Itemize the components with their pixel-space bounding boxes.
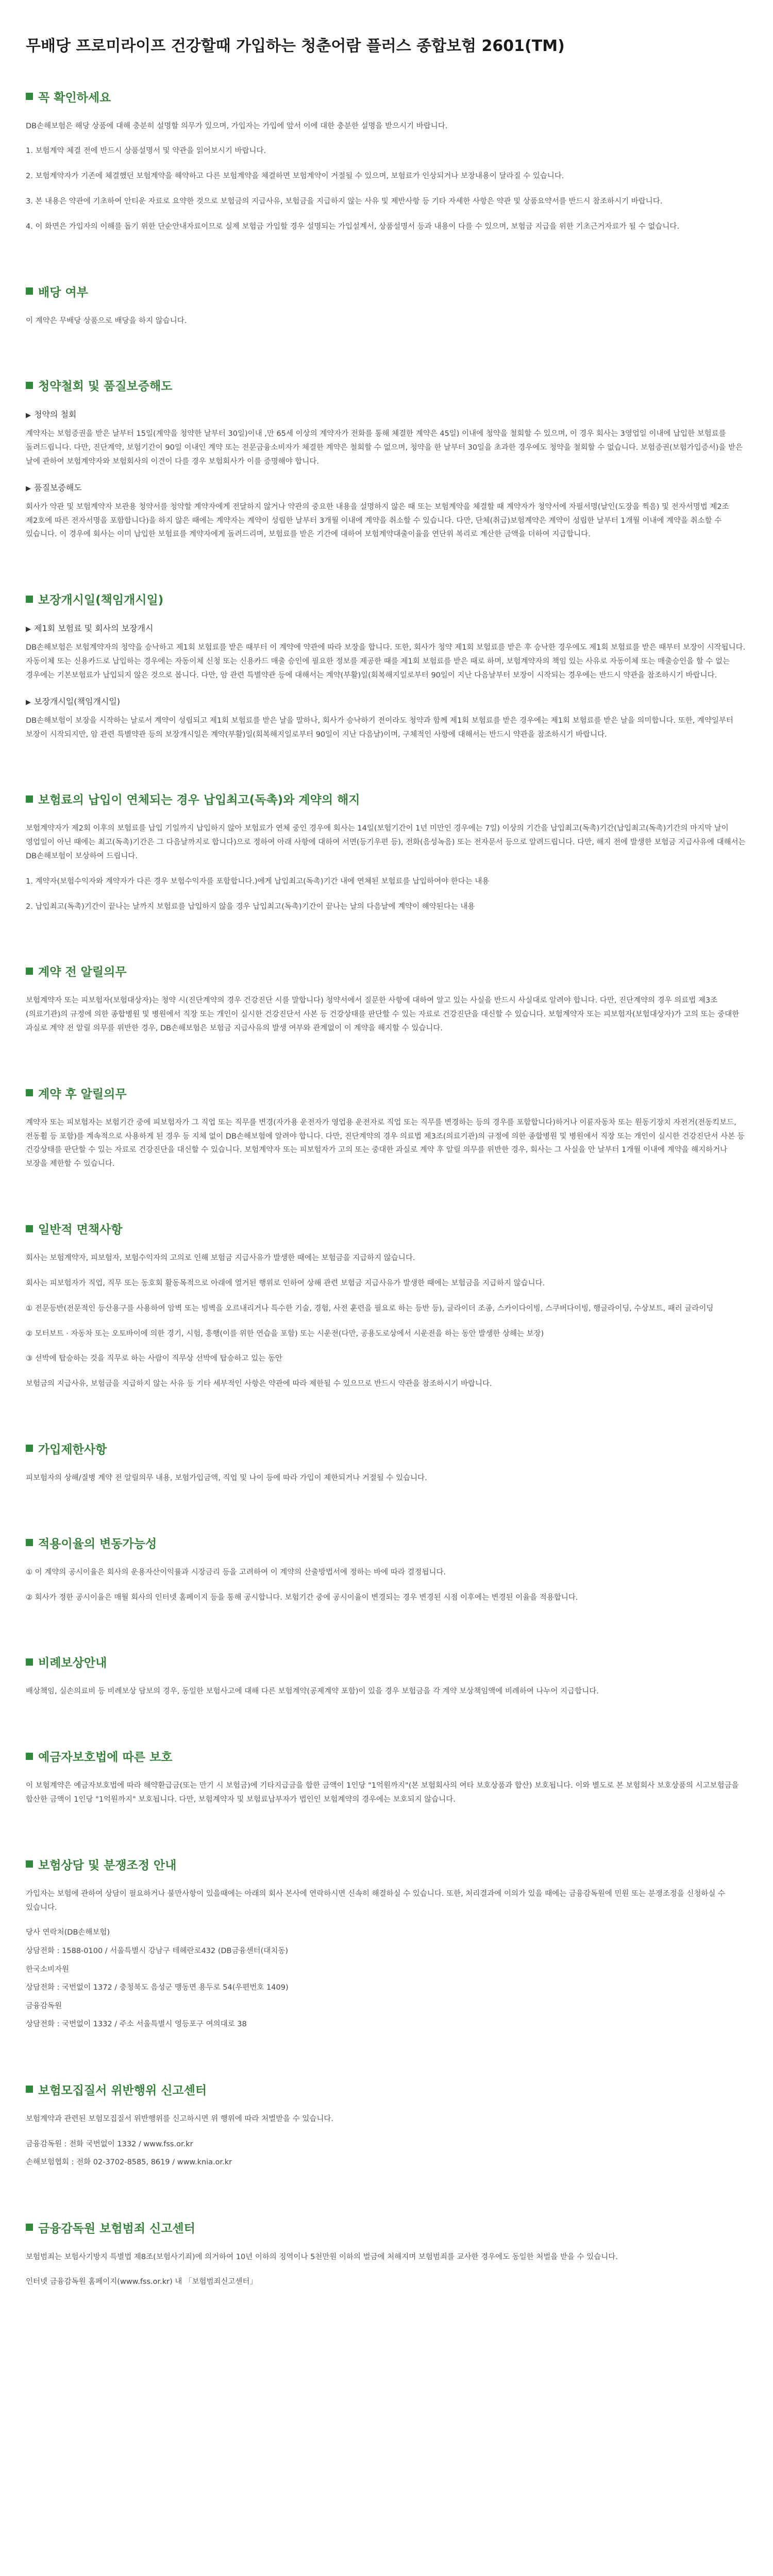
section-disclosure (26, 962, 747, 1035)
subheading-label: 품질보증해도 (34, 482, 82, 493)
section-fraud (26, 2081, 747, 2170)
paragraph: 이 계약은 무배당 상품으로 배당을 하지 않습니다. (26, 316, 187, 325)
paragraph: 회사는 피보험자가 직업, 직무 또는 동호회 활동목적으로 아래에 열거된 행위로 인하여 상해 관련 보험금 지급사유가 발생한 때에는 보험금을 지급하지 않습니다. (26, 1279, 545, 1287)
section-title: 보험상담 및 분쟁조정 안내 (38, 1858, 177, 1872)
section-check (26, 88, 747, 234)
contact-line: 상담전화 : 국번없이 1332 / 주소 서울특별시 영등포구 여의대로 38 (26, 2020, 247, 2029)
section-header (26, 790, 747, 807)
section-header (26, 88, 747, 105)
section-title: 적용이율의 변동가능성 (38, 1537, 157, 1551)
square-bullet-icon (26, 1753, 33, 1760)
list-item: ② 모터보트 · 자동차 또는 오토바이에 의한 경기, 시험, 흥행(이를 위한 연습을 포함) 또는 시운전(다만, 공용도로상에서 시운전을 하는 동안 발생한 상해는 보장) (26, 1329, 544, 1338)
section-title: 비례보상안내 (38, 1656, 107, 1670)
subheading (26, 695, 747, 707)
triangle-right-icon: ▶ (26, 698, 31, 706)
subheading-label: 청약의 철회 (34, 410, 77, 420)
square-bullet-icon (26, 1539, 33, 1546)
paragraph: 2. 보험계약자가 기존에 체결했던 보험계약을 해약하고 다른 보험계약을 체결하면 보험계약이 거절될 수 있으며, 보험료가 인상되거나 보장내용이 달라질 수 있습니다. (26, 172, 564, 181)
section-title: 예금자보호법에 따른 보호 (38, 1751, 173, 1765)
paragraph: 이 보험계약은 예금자보호법에 따라 해약환급금(또는 만기 시 보험금)에 기타지급금을 합한 금액이 1인당 "1억원까지"(본 보험회사의 여타 보호상품과 합산) 보호됩니다. 이와 별도로 본 보험회사 보호상품의 시고보험금을 합산한 금액이 1인당 "1억원까지" 보호됩니다. 다만, 보험계약자 및 보험료납부자가 법인인 보험계약의 경우에는 보호되지 않습니다. (26, 1782, 739, 1804)
section-withdraw (26, 377, 747, 541)
section-title: 가입제한사항 (38, 1443, 107, 1456)
paragraph: 1. 보험계약 체결 전에 반드시 상품설명서 및 약관을 읽어보시기 바랍니다. (26, 147, 266, 156)
section-header (26, 1440, 747, 1457)
paragraph: 피보험자의 상해/질병 계약 전 알릴의무 내용, 보험가입금액, 직업 및 나이 등에 따라 가입이 제한되거나 거절될 수 있습니다. (26, 1473, 427, 1482)
section-rates (26, 1534, 747, 1605)
section-header (26, 2219, 747, 2236)
section-header (26, 1856, 747, 1873)
list-item: 2. 납입최고(독촉)기간이 끝나는 날까지 보험료를 납입하지 않을 경우 납입최고(독촉)기간이 끝나는 날의 다음날에 계약이 해약된다는 내용 (26, 902, 475, 911)
square-bullet-icon (26, 1860, 33, 1868)
paragraph: 회사는 보험계약자, 피보험자, 보험수익자의 고의로 인해 보험금 지급사유가 발생한 때에는 보험금을 지급하지 않습니다. (26, 1254, 415, 1263)
section-header (26, 1534, 747, 1551)
contact-line: 상담전화 : 국번없이 1372 / 충청북도 음성군 맹동면 용두로 54(우편번호 1409) (26, 1984, 289, 1992)
subheading (26, 481, 747, 493)
paragraph: 회사가 약관 및 보험계약자 보관용 청약서를 청약할 계약자에게 전달하지 않거나 약관의 중요한 내용을 설명하지 않은 때 또는 보험계약을 체결할 때 계약자가 청약서에 자필서명(날인(도장을 찍음) 및 전자서명법 제2조 제2호에 따른 전자서명을 포함합니다)을 하지 않은 때에는 계약자는 계약이 성립한 날부터 3개월 이내에 계약을 취소할 수 있습니다. 다만, 단체(취급)보험계약은 계약이 성립한 날부터 1개월 이내에 계약을 취소할 수 있습니다. 이 경우에 회사는 이미 납입한 보험료를 계약자에게 돌려드리며, 보험료를 받은 기간에 대하여 보험계약대출이율을 연단위 복리로 계산한 금액을 더하여 지급합니다. (26, 502, 729, 539)
contact-line: 금융감독원 (26, 2002, 62, 2010)
square-bullet-icon (26, 382, 33, 389)
section-limit (26, 1440, 747, 1485)
paragraph: DB손해보험은 보험계약자의 청약을 승낙하고 제1회 보험료를 받은 때부터 이 계약에 약관에 따라 보장을 합니다. 또한, 회사가 청약 제1회 보험료를 받은 후 승낙한 경우에도 제1회 보험료를 받은 때부터 보장이 시작됩니다. 자동이체 또는 신용카드로 납입하는 경우에는 자동이체 신청 또는 신용카드 매출 승인에 필요한 정보를 제공한 때를 제1회 보험료를 받은 때로 하며, 보험계약자의 책임 있는 사유로 자동이체 또는 매출승인을 할 수 없는 경우에는 기본보험료가 납입되지 않은 것으로 봅니다. 다만, 암 관련 특별약관 등에 대해서는 계약(부활)일(회복해지일로부터 90일이 지난 다음날부터 보장이 시작되는 경우에는 반드시 약관을 참조하시기 바랍니다. (26, 643, 746, 680)
square-bullet-icon (26, 1445, 33, 1452)
section-title: 일반적 면책사항 (38, 1223, 123, 1237)
list-item: ③ 선박에 탑승하는 것을 직무로 하는 사람이 직무상 선박에 탑승하고 있는 동안 (26, 1354, 282, 1363)
section-title: 보험모집질서 위반행위 신고센터 (38, 2083, 207, 2097)
section-title: 꼭 확인하세요 (38, 91, 111, 105)
contact-line: 상담전화 : 1588-0100 / 서울특별시 강남구 테헤란로432 (DB금융센터(대치동) (26, 1946, 288, 1955)
subheading-label: 제1회 보험료 및 회사의 보장개시 (34, 623, 154, 634)
section-title: 보장개시일(책임개시일) (38, 594, 164, 607)
section-title: 금융감독원 보험범죄 신고센터 (38, 2222, 195, 2235)
list-item: ② 회사가 정한 공시이율은 매월 회사의 인터넷 홈페이지 등을 통해 공시합니다. 보험기간 중에 공시이율이 변경되는 경우 변경된 시점 이후에는 변경된 이율을 적용합니다. (26, 1593, 578, 1602)
contact-line: 인터넷 금융감독원 홈페이지(www.fss.or.kr) 내 「보험범죄신고센터」 (26, 2278, 258, 2286)
section-title: 청약철회 및 품질보증해도 (38, 380, 173, 394)
subheading (26, 408, 747, 420)
triangle-right-icon: ▶ (26, 625, 31, 634)
section-header (26, 1748, 747, 1765)
list-item: ① 전문등반(전문적인 등산용구를 사용하여 암벽 또는 빙벽을 오르내리거나 특수한 기술, 경험, 사전 훈련을 필요로 하는 등반 등), 글라이더 조종, 스카이다이빙, 스쿠버다이빙, 행글라이딩, 수상보트, 패러 글라이딩 (26, 1304, 714, 1313)
section-header (26, 2081, 747, 2098)
section-title: 보험료의 납입이 연체되는 경우 납입최고(독촉)와 계약의 해지 (38, 793, 360, 807)
paragraph: 가입자는 보험에 관하여 상담이 필요하거나 불만사항이 있을때에는 아래의 회사 본사에 연락하시면 신속히 해결하실 수 있습니다. 또한, 처리결과에 이의가 있을 때에는 금융감독원에 민원 또는 분쟁조정을 신청하실 수 있습니다. (26, 1889, 726, 1912)
section-header (26, 1653, 747, 1670)
triangle-right-icon: ▶ (26, 484, 31, 493)
section-complaint (26, 1856, 747, 2032)
paragraph: 보험계약자가 제2회 이후의 보험료를 납입 기일까지 납입하지 않아 보험료가 연체 중인 경우에 회사는 14일(보험기간이 1년 미만인 경우에는 7일) 이상의 기간을 납입최고(독촉)기간(납입최고(독촉)기간의 마지막 날이 영업일이 아닌 때에는 최고(독촉)기간은 그 다음날까지로 합니다)으로 정하여 아래 사항에 대하여 서면(등기우편 등), 전화(음성녹음) 또는 전자문서 등으로 알려드립니다. 다만, 해지 전에 발생한 보험금 지급사유에 대해서는 DB손해보험이 보상하여 드립니다. (26, 824, 746, 860)
paragraph: 보험범죄는 보험사기방지 특별법 제8조(보험사기죄)에 의거하여 10년 이하의 징역이나 5천만원 이하의 벌금에 처해지며 보험범죄를 교사한 경우에도 동일한 처벌을 받을 수 있습니다. (26, 2252, 618, 2261)
paragraph: 배상책임, 실손의료비 등 비례보상 담보의 경우, 동일한 보험사고에 대해 다른 보험계약(공제계약 포함)이 있을 경우 보험금을 각 계약 보상책임액에 비례하여 나누어 지급합니다. (26, 1687, 599, 1696)
paragraph: 계약자는 보험증권을 받은 날부터 15일(계약을 청약한 날부터 30일)이내 ,만 65세 이상의 계약자가 전화를 통해 체결한 계약은 45일) 이내에 청약을 철회할 수 있으며, 이 경우 회사는 3영업일 이내에 납입한 보험료를 돌려드립니다. 다만, 진단계약, 보험기간이 90일 이내인 계약 또는 전문금융소비자가 체결한 계약은 철회할 수 없으며, 청약을 한 날부터 30일을 초과한 경우에도 청약을 철회할 수 없습니다. 보험증권(보험가입증서)을 받은 날에 관하여 보험계약자와 보험회사의 이견이 다를 경우 보험회사가 이를 증명해야 합니다. (26, 430, 743, 466)
paragraph: 보험계약자 또는 피보험자(보험대상자)는 청약 시(진단계약의 경우 건강진단 시를 말합니다) 청약서에서 질문한 사항에 대하여 알고 있는 사실을 반드시 사실대로 알려야 합니다. 다만, 진단계약의 경우 의료법 제3조(의료기관)의 규정에 의한 종합병원 및 병원에서 직장 또는 개인이 실시한 건강진단서 사본 등 건강상태를 판단할 수 있는 자료로 건강진단을 대신할 수 있습니다. 보험계약자 또는 피보험자(보험대상자)가 고의 또는 중대한 과실로 계약 전 알릴 의무를 위반한 경우, DB손해보험은 보험금 지급사유의 발생 여부와 관계없이 이 계약을 해지할 수 있습니다. (26, 996, 740, 1032)
list-item: ① 이 계약의 공시이율은 회사의 운용자산이익률과 시장금리 등을 고려하여 이 계약의 산출방법서에 정하는 바에 따라 결정됩니다. (26, 1568, 446, 1577)
square-bullet-icon (26, 2086, 33, 2093)
triangle-right-icon: ▶ (26, 412, 31, 420)
paragraph: 4. 이 화면은 가입자의 이해를 돕기 위한 단순안내자료이므로 실제 보험금 가입할 경우 설명되는 가입설계서, 상품설명서 등과 내용이 다를 수 있으며, 보험금 지급을 위한 기초근거자료가 될 수 없습니다. (26, 222, 680, 231)
contact-line: 손해보험협회 : 전화 02-3702-8585, 8619 / www.knia.or.kr (26, 2158, 232, 2167)
section-title: 계약 전 알릴의무 (38, 965, 127, 979)
square-bullet-icon (26, 93, 33, 100)
section-header (26, 1084, 747, 1101)
square-bullet-icon (26, 795, 33, 803)
square-bullet-icon (26, 1089, 33, 1096)
square-bullet-icon (26, 1225, 33, 1232)
subheading-label: 보장개시일(책임개시일) (34, 696, 121, 706)
subheading (26, 622, 747, 634)
page-title: 무배당 프로미라이프 건강할때 가입하는 청춘어람 플러스 종합보험 2601(TM) (26, 37, 565, 55)
section-header (26, 1220, 747, 1237)
paragraph: 3. 본 내용은 약관에 기초하여 안티운 자료로 요약한 것으로 보험금의 지급사유, 보험금을 지급하지 않는 사유 및 제반사항 등 기타 자세한 사항은 약관 및 상품요약서를 반드시 참조하시기 바랍니다. (26, 197, 663, 206)
contact-line: 당사 연락처(DB손해보험) (26, 1928, 110, 1937)
square-bullet-icon (26, 968, 33, 975)
contact-line: 한국소비자원 (26, 1965, 70, 1974)
section-dividend (26, 283, 747, 328)
square-bullet-icon (26, 1658, 33, 1666)
section-after (26, 1084, 747, 1171)
square-bullet-icon (26, 2224, 33, 2231)
square-bullet-icon (26, 287, 33, 295)
square-bullet-icon (26, 596, 33, 603)
section-waiting (26, 590, 747, 741)
contact-line: 금융감독원 : 전화 국번없이 1332 / www.fss.or.kr (26, 2140, 193, 2148)
section-crime (26, 2219, 747, 2290)
section-header (26, 590, 747, 607)
list-item: 1. 계약자(보험수익자와 계약자가 다른 경우 보험수익자를 포함합니다.)에게 납입최고(독촉)기간 내에 연체된 보험료를 납입하여야 한다는 내용 (26, 877, 490, 886)
section-title: 배당 여부 (38, 285, 88, 299)
section-noncovered (26, 1653, 747, 1699)
section-title: 계약 후 알릴의무 (38, 1087, 127, 1101)
section-lapse (26, 790, 747, 913)
section-general (26, 1220, 747, 1391)
paragraph: 보험금의 지급사유, 보험금을 지급하지 않는 사유 등 기타 세부적인 사항은 약관에 따라 제한될 수 있으므로 반드시 약관을 참조하시기 바랍니다. (26, 1380, 492, 1388)
section-header (26, 283, 747, 300)
section-header (26, 962, 747, 979)
section-protection (26, 1748, 747, 1807)
paragraph: DB손해보험이 보장을 시작하는 날로서 계약이 성립되고 제1회 보험료를 받은 날을 말하나, 회사가 승낙하기 전이라도 청약과 함께 제1회 보험료를 받은 경우에는 제1회 보험료를 받은 날을 의미합니다. 또한, 계약일부터 보장이 시작되지만, 암 관련 특별약관 등의 보장개시일은 계약(부활)일(회복해지일로부터 90일이 지난 다음날)이며, 구체적인 사항에 대해서는 반드시 약관을 참조하시기 바랍니다. (26, 716, 734, 739)
paragraph: DB손해보험은 해당 상품에 대해 충분히 설명할 의무가 있으며, 가입자는 가입에 앞서 이에 대한 충분한 설명을 받으시기 바랍니다. (26, 122, 448, 130)
paragraph: 계약자 또는 피보험자는 보험기간 중에 피보험자가 그 직업 또는 직무를 변경(자가용 운전자가 영업용 운전자로 직업 또는 직무를 변경하는 등의 경우를 포함합니다)하거나 이륜자동차 또는 원동기장치 자전거(전동킥보드, 전동휠 등 포함)를 계속적으로 사용하게 된 경우 등 지체 없이 DB손해보험에 알려야 합니다. 다만, 진단계약의 경우 의료법 제3조(의료기관)의 규정에 의한 종합병원 및 병원에서 직장 또는 개인이 실시한 건강진단서 사본 등 건강상태를 판단할 수 있는 자료로 건강진단을 대신할 수 있습니다. 보험계약자 또는 피보험자가 고의 또는 중대한 과실로 계약 후 알릴 의무를 위반한 경우, 회사는 그 사실을 안 날부터 1개월 이내에 계약을 해지하거나 보장을 제한할 수 있습니다. (26, 1118, 745, 1168)
paragraph: 보험계약과 관련된 보험모집질서 위반행위를 신고하시면 위 행위에 따라 처벌받을 수 있습니다. (26, 2114, 333, 2123)
section-header (26, 377, 747, 394)
